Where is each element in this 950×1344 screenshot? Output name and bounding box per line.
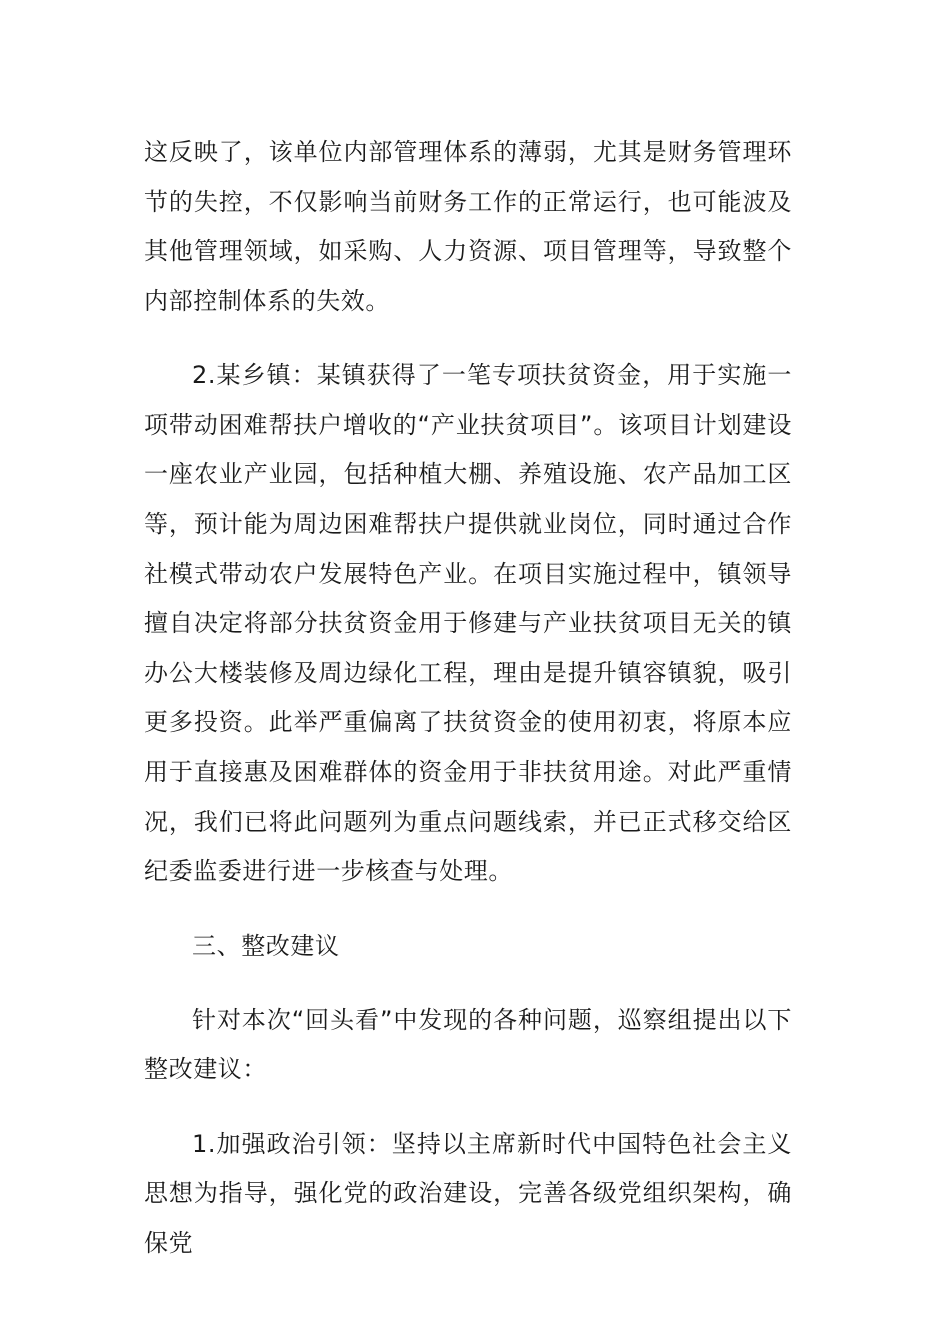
paragraph-continuation: 这反映了，该单位内部管理体系的薄弱，尤其是财务管理环节的失控，不仅影响当前财务工作的正常运行，也可能波及其他管理领域，如采购、人力资源、项目管理等，导致整个内部控制体系的失效。	[144, 138, 792, 315]
paragraph-case-township: 2.某乡镇：某镇获得了一笔专项扶贫资金，用于实施一项带动困难帮扶户增收的“产业扶贫项目”。该项目计划建设一座农业产业园，包括种植大棚、养殖设施、农产品加工区等，预计能为周边困难帮扶户提供就业岗位，同时通过合作社模式带动农户发展特色产业。在项目实施过程中，镇领导擅自决定将部分扶贫资金用于修建与产业扶贫项目无关的镇办公大楼装修及周边绿化工程，理由是提升镇容镇貌，吸引更多投资。此举严重偏离了扶贫资金的使用初衷，将原本应用于直接惠及困难群体的资金用于非扶贫用途。对此严重情况，我们已将此问题列为重点问题线索，并已正式移交给区纪委监委进行进一步核查与处理。	[144, 361, 792, 886]
paragraph-rectification-intro: 针对本次“回头看”中发现的各种问题，巡察组提出以下整改建议：	[144, 1005, 792, 1084]
section-heading-rectification: 三、整改建议	[192, 931, 340, 960]
document-body	[144, 128, 792, 1293]
paragraph-political-leadership: 1.加强政治引领：坚持以主席新时代中国特色社会主义思想为指导，强化党的政治建设，完善各级党组织架构，确保党	[144, 1129, 792, 1258]
